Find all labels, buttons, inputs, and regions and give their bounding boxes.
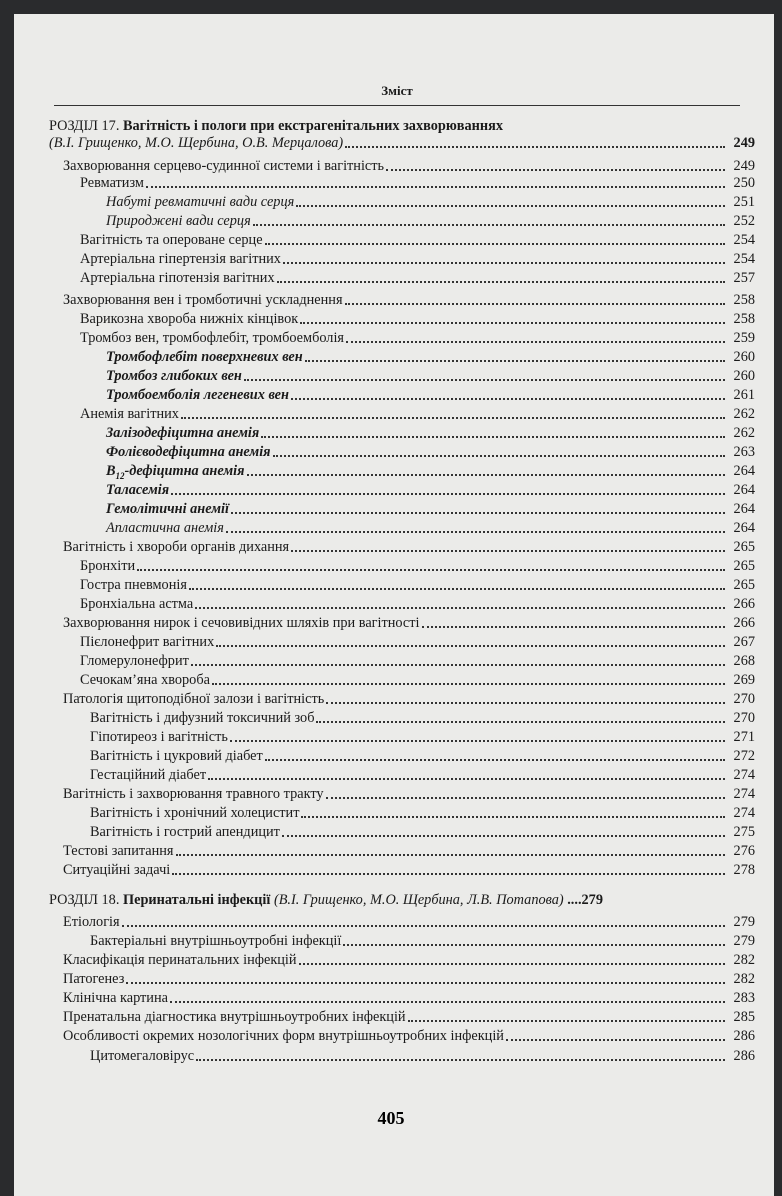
- toc-entry-b12: $B_{12}$-дефіцитна анемія 264: [106, 463, 755, 481]
- toc-entry: Природжені вади серця 252: [106, 213, 755, 229]
- toc-entry: Захворювання нирок і сечовивідних шляхів при вагітності 266: [63, 615, 755, 631]
- toc-entry: Особливості окремих нозологічних форм внутрішньоутробних інфекцій 286: [63, 1028, 755, 1044]
- toc-entry: Вагітність і хронічний холецистит 274: [90, 805, 755, 821]
- toc-entry: Вагітність і цукровий діабет 272: [90, 748, 755, 764]
- header-rule: [54, 105, 740, 106]
- section-17-authors: (В.І. Грищенко, М.О. Щербина, О.В. Мерцалова): [49, 135, 344, 151]
- toc-entry: Гостра пневмонія 265: [80, 577, 755, 593]
- toc-entry: Набуті ревматичні вади серця 251: [106, 194, 755, 210]
- toc-entry: Бактеріальні внутрішньоутробні інфекції 279: [90, 933, 755, 949]
- toc-entry: Захворювання вен і тромботичні ускладнення 258: [63, 292, 755, 308]
- toc-entry: Гестаційний діабет 274: [90, 767, 755, 783]
- toc-entry: Бронхіальна астма 266: [80, 596, 755, 612]
- toc-entry: Пієлонефрит вагітних 267: [80, 634, 755, 650]
- toc-entry: Гемолітичні анемії 264: [106, 501, 755, 517]
- section-18-prefix: РОЗДІЛ 18.: [49, 892, 120, 908]
- book-page: [14, 14, 774, 1196]
- toc-entry: Залізодефіцитна анемія 262: [106, 425, 755, 441]
- section-17-authors-row: [49, 135, 755, 152]
- toc-entry: Вагітність і хвороби органів дихання 265: [63, 539, 755, 555]
- toc-entry: Ревматизм 250: [80, 175, 755, 191]
- toc-entry: Сечокам’яна хвороба 269: [80, 672, 755, 688]
- section-17-prefix: РОЗДІЛ 17.: [49, 118, 120, 134]
- toc-entry: Артеріальна гіпертензія вагітних 254: [80, 251, 755, 267]
- toc-entry: Тромбоз вен, тромбофлебіт, тромбоемболія 259: [80, 330, 755, 346]
- page-number: 405: [377, 1108, 405, 1128]
- toc-entry: Етіологія 279: [63, 914, 755, 930]
- section-18-authors: (В.І. Грищенко, М.О. Щербина, Л.В. Потапова): [273, 892, 564, 908]
- toc-entry: Вагітність і захворювання травного тракту 274: [63, 786, 755, 802]
- toc-entry: Тромбоемболія легеневих вен 261: [106, 387, 755, 403]
- toc-entry: Гломерулонефрит 268: [80, 653, 755, 669]
- section-18-page: 279: [581, 892, 603, 908]
- toc-entry: Вагітність і гострий апендицит 275: [90, 824, 755, 840]
- toc-entry: Тромбофлебіт поверхневих вен 260: [106, 349, 755, 365]
- toc-entry: Патологія щитоподібної залози і вагітність 270: [63, 691, 755, 707]
- toc-entry: Артеріальна гіпотензія вагітних 257: [80, 270, 755, 286]
- toc-entry: Ситуаційні задачі 278: [63, 862, 755, 878]
- toc-entry: Апластична анемія 264: [106, 520, 755, 536]
- toc-entry: Пренатальна діагностика внутрішньоутробних інфекцій 285: [63, 1009, 755, 1025]
- toc-entry: Вагітність та опероване серце 254: [80, 232, 755, 248]
- section-17-heading: [49, 118, 755, 135]
- dot-leader: [345, 146, 725, 148]
- running-header: Зміст: [381, 83, 413, 98]
- section-17-page: 249: [733, 135, 755, 151]
- section-18-leader: ....: [567, 892, 582, 908]
- toc-entry: Гіпотиреоз і вагітність 271: [90, 729, 755, 745]
- toc-entry: Таласемія 264: [106, 482, 755, 498]
- toc-entry: Тромбоз глибоких вен 260: [106, 368, 755, 384]
- section-18-heading: [49, 892, 755, 909]
- section-17-title: Вагітність і пологи при екстрагенітальних захворюваннях: [122, 118, 503, 134]
- section-18-title: Перинатальні інфекції: [122, 892, 271, 908]
- toc-entry: Варикозна хвороба нижніх кінцівок 258: [80, 311, 755, 327]
- toc-entry: Анемія вагітних 262: [80, 406, 755, 422]
- toc-entry: Тестові запитання 276: [63, 843, 755, 859]
- toc-entry: Бронхіти 265: [80, 558, 755, 574]
- toc-entry: Фолієводефіцитна анемія 263: [106, 444, 755, 460]
- toc-entry: Вагітність і дифузний токсичний зоб 270: [90, 710, 755, 726]
- toc-entry: Клінічна картина 283: [63, 990, 755, 1006]
- toc-entry: Патогенез 282: [63, 971, 755, 987]
- toc-entry: Цитомегаловірус 286: [90, 1048, 755, 1064]
- toc-entry: Захворювання серцево-судинної системи і вагітність 249: [63, 158, 755, 174]
- toc-entry: Класифікація перинатальних інфекцій 282: [63, 952, 755, 968]
